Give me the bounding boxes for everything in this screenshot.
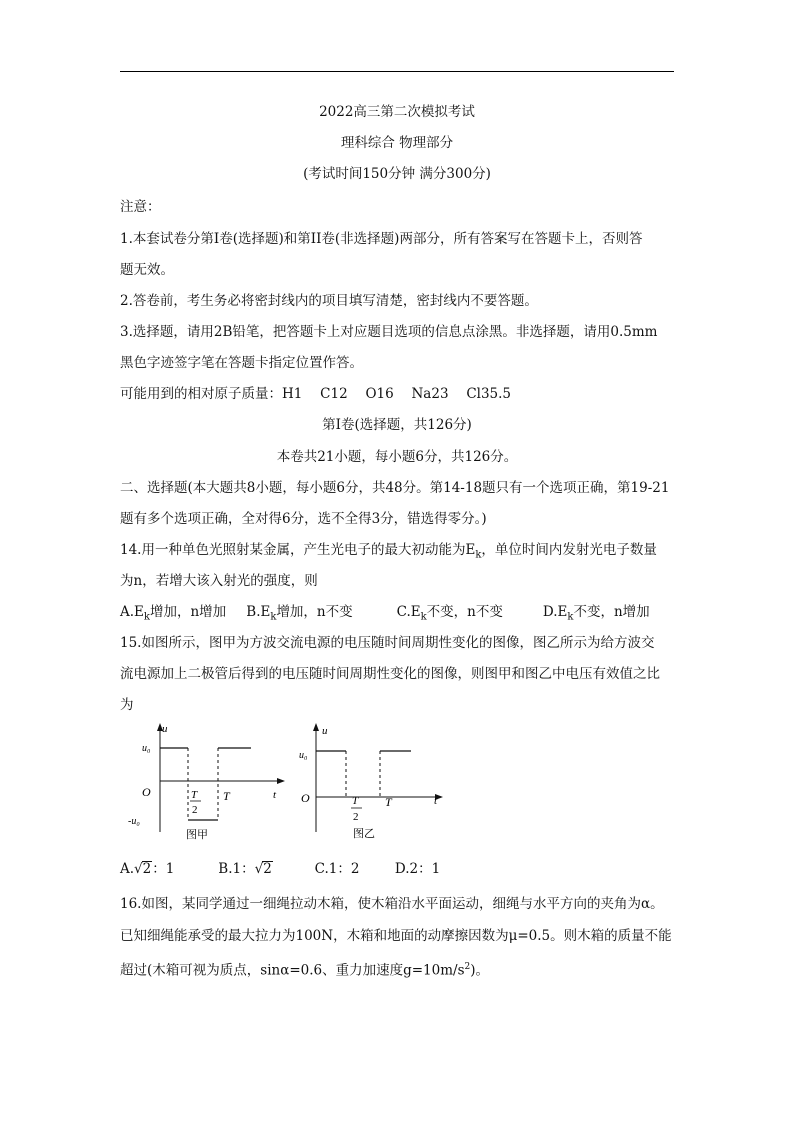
fig-jia-t-label: t	[273, 789, 277, 801]
q14-option-a: $A.E_k$增加，n增加	[120, 604, 227, 623]
q14-options	[120, 603, 680, 627]
exam-title: 2022高三第二次模拟考试	[319, 104, 475, 120]
q15-line-2: 流电源加上二极管后得到的电压随时间周期性变化的图像，则图甲和图乙中电压有效值之比	[120, 666, 660, 682]
fig-jia-neg-u0-label: -u₀	[128, 816, 140, 827]
top-rule	[120, 71, 674, 72]
q16-line-1: 16.如图，某同学通过一细绳拉动木箱，使木箱沿水平面运动，细绳与水平方向的夹角为α。	[120, 896, 664, 912]
q15-line-1: 15.如图所示，图甲为方波交流电源的电压随时间周期性变化的图像，图乙所示为给方波交	[120, 635, 655, 651]
q16-line-2: 已知细绳能承受的最大拉力为100N，木箱和地面的动摩擦因数为μ=0.5。则木箱的质量不能	[120, 928, 672, 944]
q15-option-b: B.1：√2	[218, 861, 272, 877]
q15-option-c: C.1：2	[314, 861, 360, 877]
fig-jia-T-label: T	[223, 789, 230, 803]
part-2-line-2: 题有多个选项正确，全对得6分，选不全得3分，错选得零分。)	[120, 511, 487, 527]
fig-yi-origin-label: O	[301, 791, 310, 805]
note-1-line-2: 题无效。	[120, 262, 174, 278]
fig-jia-origin-label: O	[142, 785, 151, 799]
q14-sub-k: k	[475, 549, 482, 561]
q15-options	[120, 860, 680, 878]
fig-jia-half-den: 2	[192, 804, 198, 816]
fig-jia-u-label: u	[162, 723, 168, 735]
fig-yi-t-label: t	[434, 795, 438, 807]
q16-line-3: 超过(木箱可视为质点，sinα=0.6、重力加速度$g=10m/s^2$)。	[120, 962, 490, 979]
exam-time-info: (考试时间150分钟 满分300分)	[303, 166, 491, 182]
fig-yi-half-num: T	[352, 795, 359, 807]
q14-option-c: $C.E_k$不变，n不变	[396, 604, 503, 623]
q14-option-d: $D.E_k$不变，n增加	[542, 604, 650, 623]
q14-option-b: $B.E_k$增加，n不变	[246, 604, 353, 623]
fig-yi-u0-label: u₀	[299, 750, 308, 761]
q15-line-3: 为	[120, 697, 134, 713]
section-1-title: 第I卷(选择题，共126分)	[322, 417, 472, 433]
figure-yi	[298, 720, 453, 845]
fig-jia-half-num: T	[191, 789, 198, 801]
fig-yi-caption: 图乙	[353, 828, 375, 840]
fig-yi-T-label: T	[385, 795, 392, 809]
q14-line-1: 14.用一种单色光照射某金属，产生光电子的最大初动能为$E_k$，单位时间内发射光电子数量	[120, 542, 657, 561]
notes-heading: 注意：	[120, 199, 161, 215]
fig-yi-u-label: u	[322, 725, 328, 737]
fig-jia-caption: 图甲	[186, 829, 208, 841]
q14-line-2: 为n，若增大该入射光的强度，则	[120, 573, 318, 589]
part-2-line-1: 二、选择题(本大题共8小题，每小题6分，共48分。第14-18题只有一个选项正确，第19-21	[120, 480, 670, 496]
exam-subtitle: 理科综合 物理部分	[340, 135, 454, 151]
q15-option-a: A.√2：1	[120, 861, 175, 877]
note-3-line-1: 3.选择题，请用2B铅笔，把答题卡上对应题目选项的信息点涂黑。非选择题，请用0.5mm	[120, 324, 658, 340]
q16-sup: 2	[464, 962, 471, 972]
fig-yi-half-den: 2	[353, 811, 359, 823]
note-1-line-1: 1.本套试卷分第I卷(选择题)和第II卷(非选择题)两部分，所有答案写在答题卡上，否则答	[120, 231, 643, 247]
figure-jia	[120, 720, 290, 845]
section-1-desc: 本卷共21小题，每小题6分，共126分。	[276, 449, 518, 465]
note-3-line-2: 黑色字迹签字笔在答题卡指定位置作答。	[120, 355, 363, 371]
q15-option-d: D.2：1	[394, 861, 441, 877]
note-2: 2.答卷前，考生务必将密封线内的项目填写清楚，密封线内不要答题。	[120, 293, 538, 309]
fig-jia-u0-label: u₀	[142, 743, 151, 754]
atomic-mass-line: 可能用到的相对原子质量：H1 C12 O16 Na23 Cl35.5	[120, 386, 512, 402]
